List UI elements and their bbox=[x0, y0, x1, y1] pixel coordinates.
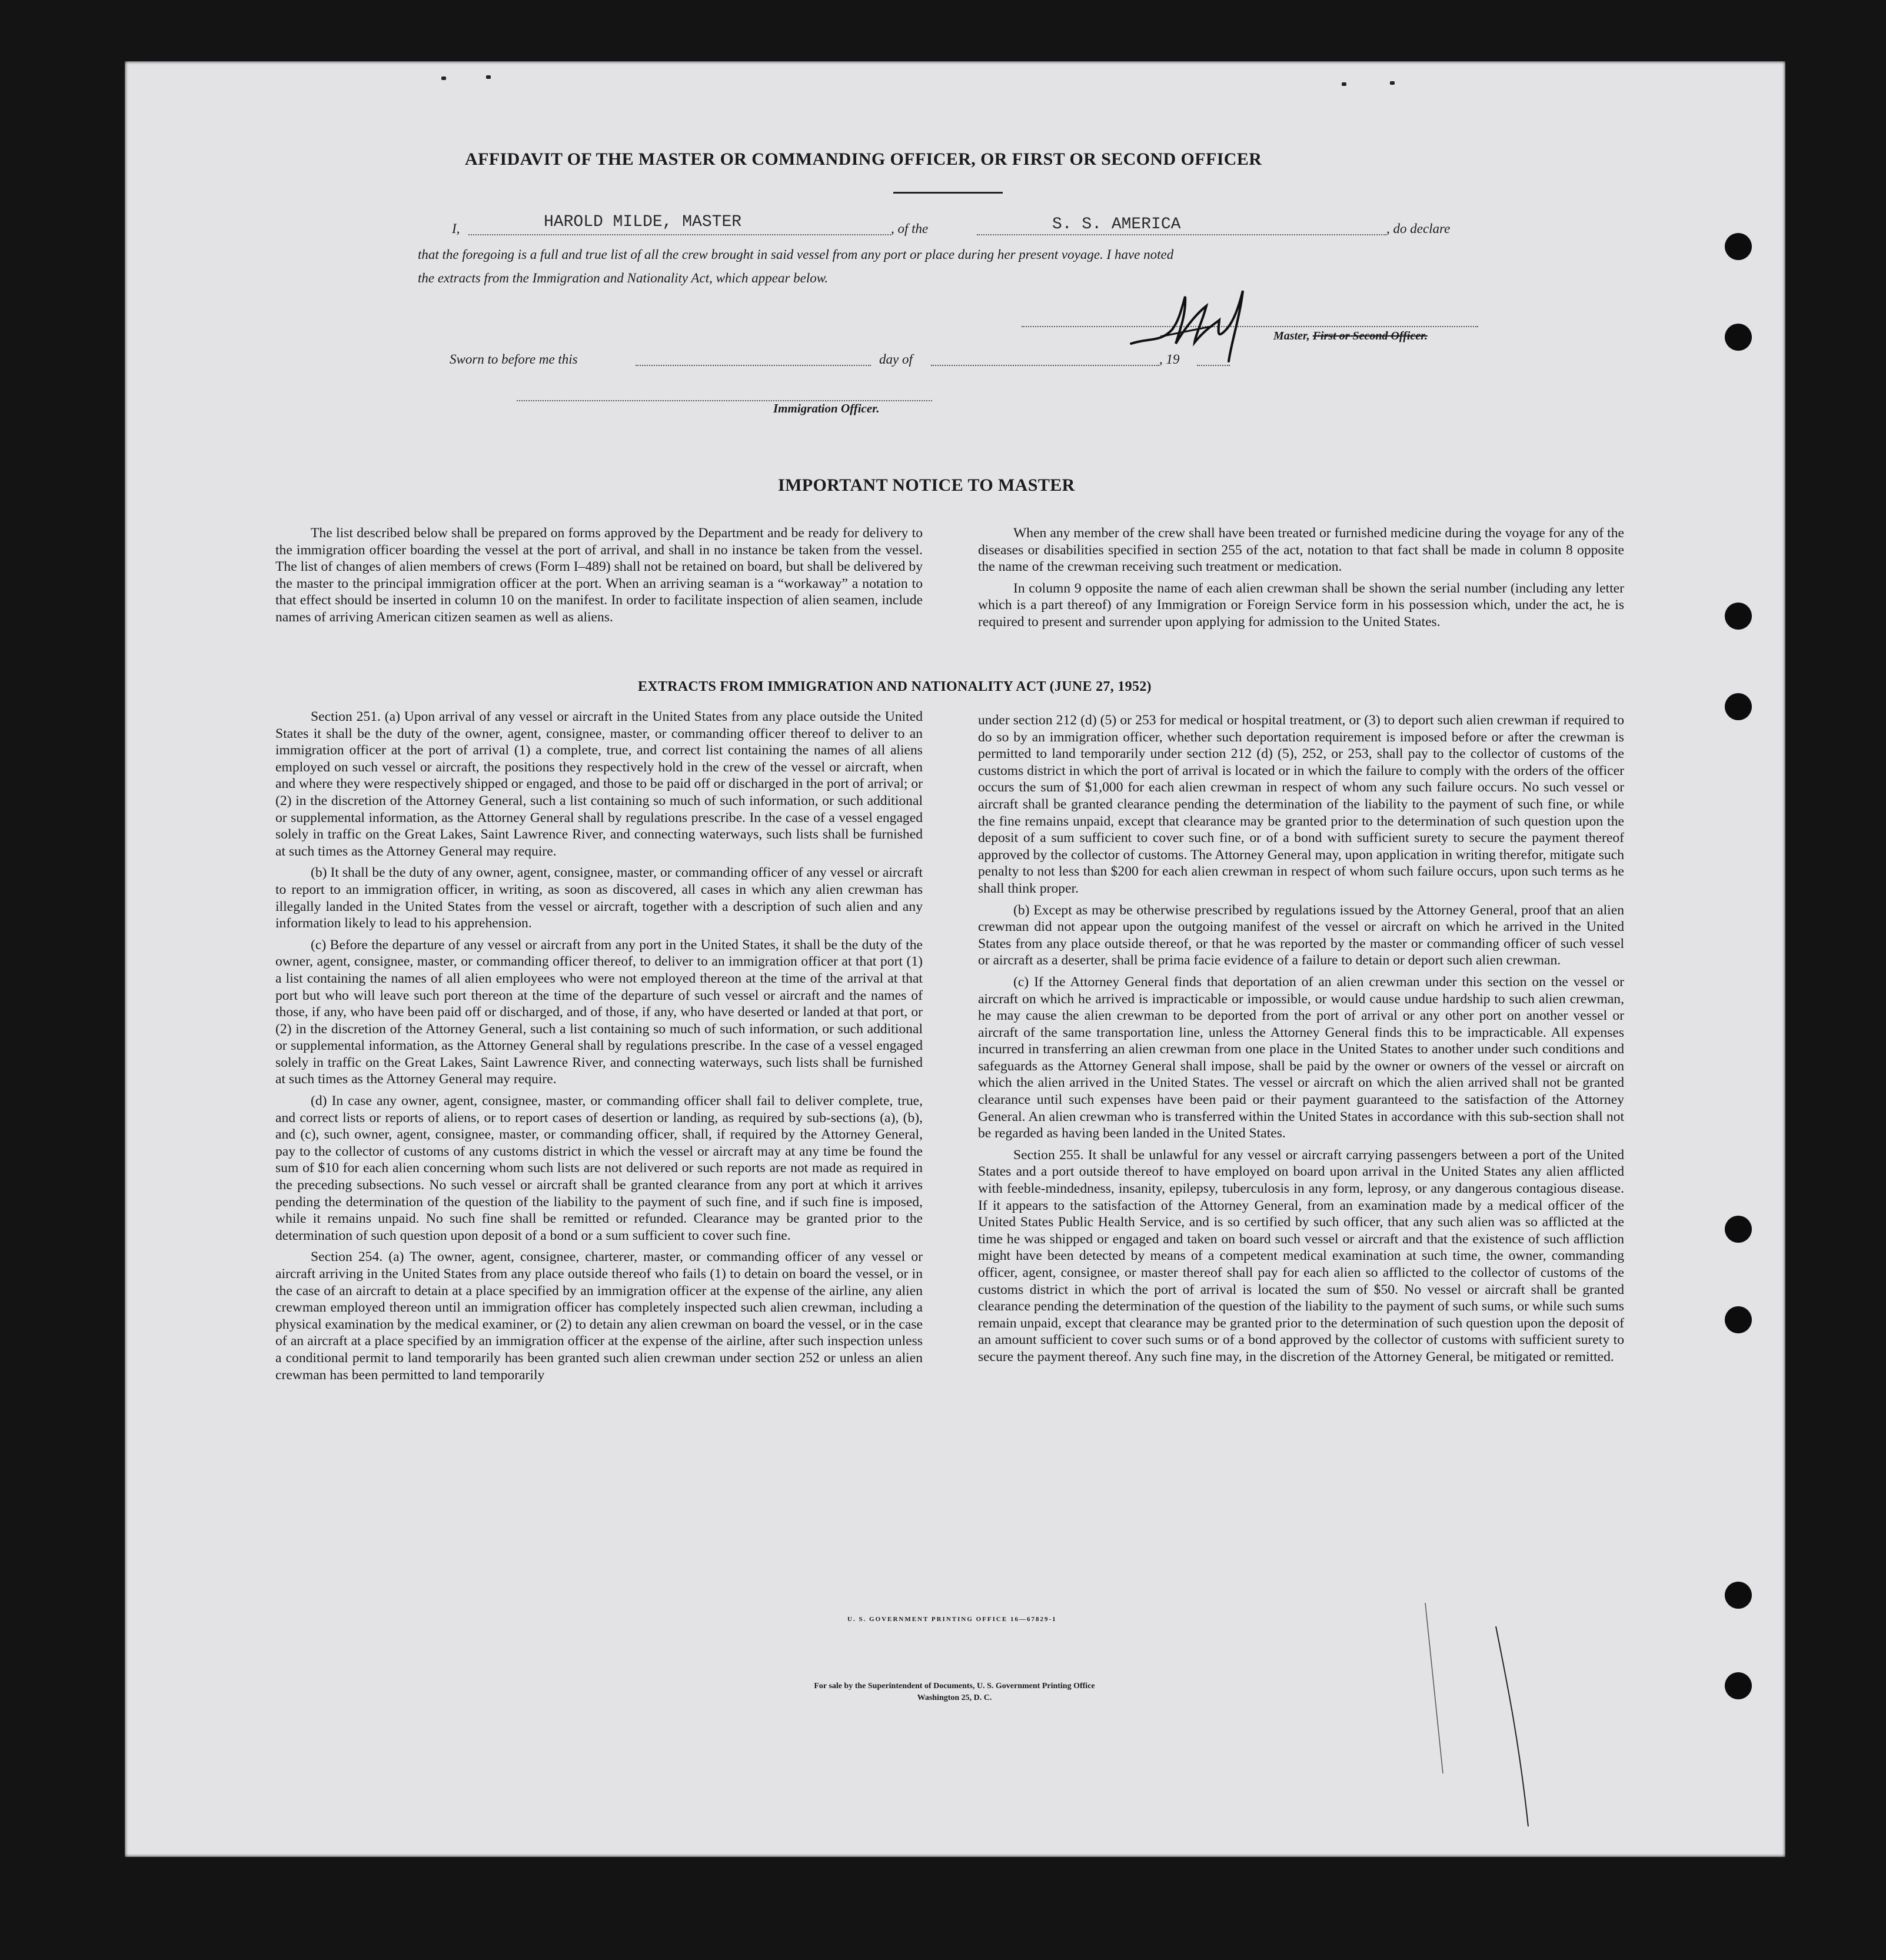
sale-notice-line1: For sale by the Superintendent of Documents, U. S. Government Printing Office bbox=[814, 1682, 1095, 1691]
sale-notice-line2: Washington 25, D. C. bbox=[917, 1693, 992, 1702]
sworn-month-line bbox=[931, 365, 1159, 366]
notice-left-paragraph: The list described below shall be prepared on forms approved by the Department and be ready for delivery to the immigration officer boarding the vessel at the port of arrival, and shall in no instance be taken from the vessel. The list of changes of alien members of crews (Form I–489) shall not be retained on board, but shall be delivered by the master to the principal immigration officer at the port. When an arriving seaman is a “workaway” a notation to that effect should be inserted in column 10 on the manifest. In order to facilitate inspection of alien seamen, include names of arriving American citizen seamen as well as aliens. bbox=[275, 525, 923, 625]
sworn-label: Sworn to before me this bbox=[450, 352, 578, 367]
extracts-right-column bbox=[978, 712, 1624, 1370]
declaration-text-line2: the extracts from the Immigration and Nationality Act, which appear below. bbox=[418, 271, 829, 285]
immigration-officer-label: Immigration Officer. bbox=[773, 401, 880, 415]
extracts-left-column bbox=[275, 708, 923, 1388]
binder-hole bbox=[1725, 324, 1752, 351]
section-254-b: (b) Except as may be otherwise prescribed by regulations issued by the Attorney General, proof that an alien crewman did not appear upon the outgoing manifest of the vessel or aircraft on which he arrived in the United States from any place outside thereof, or that he was reported by the master or commanding officer of such vessel or aircraft as a deserter, shall be prima facie evidence of a failure to detain or deport such alien crewman. bbox=[978, 902, 1624, 969]
declaration-text-line1: that the foregoing is a full and true list of all the crew brought in said vessel from any port or place during her present voyage. I have noted bbox=[418, 247, 1174, 262]
title-rule bbox=[893, 192, 1003, 194]
signature-caption bbox=[1273, 330, 1428, 343]
section-251-c: (c) Before the departure of any vessel or aircraft from any port in the United States, it shall be the duty of the owner, agent, consignee, master, or commanding officer thereof, to deliver to an immigration officer at that port (1) a list containing the names of all alien employees who were not employed thereon at the time of the arrival at that port but who will leave such port thereon at the time of the departure of such vessel or aircraft and the names of those, if any, who have been paid off or discharged, and of those, if any, who have deserted or landed at that port, or (2) in the discretion of the Attorney General, such a list containing so much of such information, or such additional or supplemental information, as the Attorney General shall by regulations prescribe. In the case of a vessel engaged solely in traffic on the Great Lakes, Saint Lawrence River, and connecting waterways, such lists shall be furnished at such times as the Attorney General may require. bbox=[275, 937, 923, 1087]
punch-mark bbox=[1390, 81, 1395, 85]
notice-left-column bbox=[275, 525, 923, 631]
sworn-day-line bbox=[636, 365, 871, 366]
binder-hole bbox=[1725, 1672, 1752, 1699]
master-signature-image bbox=[1125, 273, 1266, 367]
document-page bbox=[125, 61, 1785, 1857]
master-name-value: HAROLD MILDE, MASTER bbox=[544, 213, 742, 231]
notice-right-paragraph-1: When any member of the crew shall have been treated or furnished medicine during the voyage for any of the diseases or disabilities specified in section 255 of the act, notation to that fact shall be made in column 8 opposite the name of the crewman receiving such treatment or medication. bbox=[978, 525, 1624, 575]
signature-caption-struck-officer: First or Second Officer. bbox=[1312, 330, 1428, 342]
binder-hole bbox=[1725, 1216, 1752, 1243]
pen-stroke-mark bbox=[1361, 1591, 1537, 1838]
of-the-label: , of the bbox=[891, 221, 929, 236]
affidavit-title: AFFIDAVIT OF THE MASTER OR COMMANDING OFFICER, OR FIRST OR SECOND OFFICER bbox=[465, 149, 1262, 169]
section-251-a: Section 251. (a) Upon arrival of any vessel or aircraft in the United States from any place outside the United States it shall be the duty of the owner, agent, consignee, master, or commanding officer thereof to deliver to an immigration officer at the port of arrival (1) a complete, true, and correct list containing the names of all aliens employed on such vessel or aircraft, the positions they respectively hold in the crew of the vessel or aircraft, when and where they were respectively shipped or engaged, and those to be paid off or discharged in the port of arrival; or (2) in the discretion of the Attorney General, such a list containing so much of such information, or such additional or supplemental information, as the Attorney General shall by regulations prescribe. In the case of a vessel engaged solely in traffic on the Great Lakes, Saint Lawrence River, and connecting waterways, such lists shall be furnished at such times as the Attorney General may require. bbox=[275, 709, 923, 859]
notice-title: IMPORTANT NOTICE TO MASTER bbox=[778, 475, 1075, 495]
day-of-label: day of bbox=[879, 352, 913, 367]
section-254-c: (c) If the Attorney General finds that deportation of an alien crewman under this section on the vessel or aircraft on which he arrived is impracticable or impossible, or would cause undue hardship to such alien crewman, he may cause the alien crewman to be deported from the port of arrival or any other port on another vessel or aircraft of the same transportation line, unless the Attorney General finds this to be impracticable. All expenses incurred in transferring an alien crewman from one place in the United States to another under such conditions and safeguards as the Attorney General shall impose, shall be paid by the owner or owners of the vessel or aircraft on which the alien arrived in the United States. The vessel or aircraft on which the alien arrived shall not be granted clearance until such expenses have been paid or their payment guaranteed to the satisfaction of the Attorney General. An alien crewman who is transferred within the United States in accordance with this sub-section shall not be regarded as having been landed in the United States. bbox=[978, 974, 1624, 1142]
punch-mark bbox=[486, 75, 491, 79]
printing-office-imprint: U. S. GOVERNMENT PRINTING OFFICE 16—67829-1 bbox=[847, 1616, 1057, 1623]
binder-hole bbox=[1725, 233, 1752, 260]
notice-right-paragraph-2: In column 9 opposite the name of each alien crewman shall be shown the serial number (including any letter which is a part thereof) of any Immigration or Foreign Service form in his possession which, under the act, he is required to present and surrender upon applying for admission to the United States. bbox=[978, 580, 1624, 630]
extracts-title: EXTRACTS FROM IMMIGRATION AND NATIONALITY ACT (JUNE 27, 1952) bbox=[638, 679, 1152, 694]
vessel-field-line bbox=[977, 234, 1386, 235]
signature-caption-master: Master, bbox=[1273, 330, 1310, 342]
binder-hole bbox=[1725, 693, 1752, 720]
sale-notice bbox=[654, 1681, 1255, 1704]
do-declare-label: , do declare bbox=[1386, 221, 1451, 236]
punch-mark bbox=[1342, 82, 1346, 86]
section-254-a-continued: under section 212 (d) (5) or 253 for medical or hospital treatment, or (3) to deport such alien crewman if required to do so by an immigration officer, whether such deportation requirement is imposed before or after the crewman is permitted to land temporarily under section 212 (d) (5), 252, or 253, shall pay to the collector of customs of the customs district in which the port of arrival is located or in which the failure to comply with the orders of the officer occurs the sum of $1,000 for each alien crewman in respect of whom any such failure occurs. No such vessel or aircraft shall be granted clearance pending the determination of the liability to the payment of such fine, or while the fine remains unpaid, except that clearance may be granted prior to the determination of such question upon the deposit of a sum sufficient to cover such fine, or of a bond with sufficient surety to secure the payment thereof approved by the collector of customs. The Attorney General may, upon application in writing therefor, mitigate such penalty to not less than $200 for each alien crewman in respect of whom such failure occurs, upon such terms as he shall think proper. bbox=[978, 713, 1624, 896]
section-251-d: (d) In case any owner, agent, consignee, master, or commanding officer shall fail to deliver complete, true, and correct lists or reports of aliens, or to report cases of desertion or landing, as required by sub-sections (a), (b), and (c), such owner, agent, consignee, master, or commanding officer, shall, if required by the Attorney General, pay to the collector of customs of any customs district in which the vessel or aircraft may at any time be found the sum of $10 for each alien concerning whom such lists are not delivered or such reports are not made as required in the preceding subsections. No such vessel or aircraft shall be granted clearance from any port at which it arrives pending the determination of the question of the liability to the payment of such fine, and if such fine is imposed, while it remains unpaid. No such fine shall be remitted or refunded. Clearance may be granted prior to the determination of such question upon deposit of a bond or a sum sufficient to cover such fine. bbox=[275, 1093, 923, 1243]
notice-right-column bbox=[978, 525, 1624, 635]
section-254-a: Section 254. (a) The owner, agent, consignee, charterer, master, or commanding officer of any vessel or aircraft arriving in the United States from any place outside thereof who fails (1) to detain on board the vessel, or in the case of an aircraft to detain at a place specified by an immigration officer at the expense of the airline, any alien crewman employed thereon until an immigration officer has completely inspected such alien crewman, including a physical examination by the medical examiner, or (2) to detain any alien crewman on board the vessel, or in the case of an aircraft at a place specified by an immigration officer at the expense of the airline, after such inspection unless a conditional permit to land temporarily has been granted such alien crewman under section 252 or unless an alien crewman has been permitted to land temporarily bbox=[275, 1249, 923, 1383]
punch-mark bbox=[441, 76, 446, 80]
i-label: I, bbox=[452, 221, 460, 236]
section-251-b: (b) It shall be the duty of any owner, agent, consignee, master, or commanding officer of any vessel or aircraft to report to an immigration officer, in writing, as soon as discovered, all cases in which any alien crewman has illegally landed in the United States from the vessel or aircraft, together with a description of such alien and any information likely to lead to his apprehension. bbox=[275, 865, 923, 931]
binder-hole bbox=[1725, 603, 1752, 630]
vessel-name-value: S. S. AMERICA bbox=[1052, 215, 1181, 234]
name-field-line bbox=[468, 234, 891, 235]
section-255: Section 255. It shall be unlawful for any vessel or aircraft carrying passengers between a port of the United States and a port outside thereof to have employed on board upon arrival in the United States any alien afflicted with feeble-mindedness, insanity, epilepsy, tuberculosis in any form, leprosy, or any dangerous contagious disease. If it appears to the satisfaction of the Attorney General, from an examination made by a medical officer of the United States Public Health Service, and is so certified by such officer, that any such alien was so afflicted at the time he was shipped or engaged and taken on board such vessel or aircraft and that the existence of such affliction might have been detected by means of a competent medical examination at such time, the owner, commanding officer, agent, consignee, or master thereof shall pay for each alien so afflicted to the collector of customs of the customs district in which the port of arrival is located the sum of $50. No vessel or aircraft shall be granted clearance pending the determination of the question of the liability to the payment of such sums, or while such sums remain unpaid, except that clearance may be granted prior to the determination of such question upon the deposit of an amount sufficient to cover such sums or of a bond approved by the collector of customs with sufficient surety to secure the payment thereof. Any such fine may, in the discretion of the Attorney General, be mitigated or remitted. bbox=[978, 1147, 1624, 1365]
binder-hole bbox=[1725, 1306, 1752, 1333]
binder-hole bbox=[1725, 1582, 1752, 1609]
year-line bbox=[1197, 365, 1230, 366]
year-label: , 19 bbox=[1159, 352, 1180, 367]
